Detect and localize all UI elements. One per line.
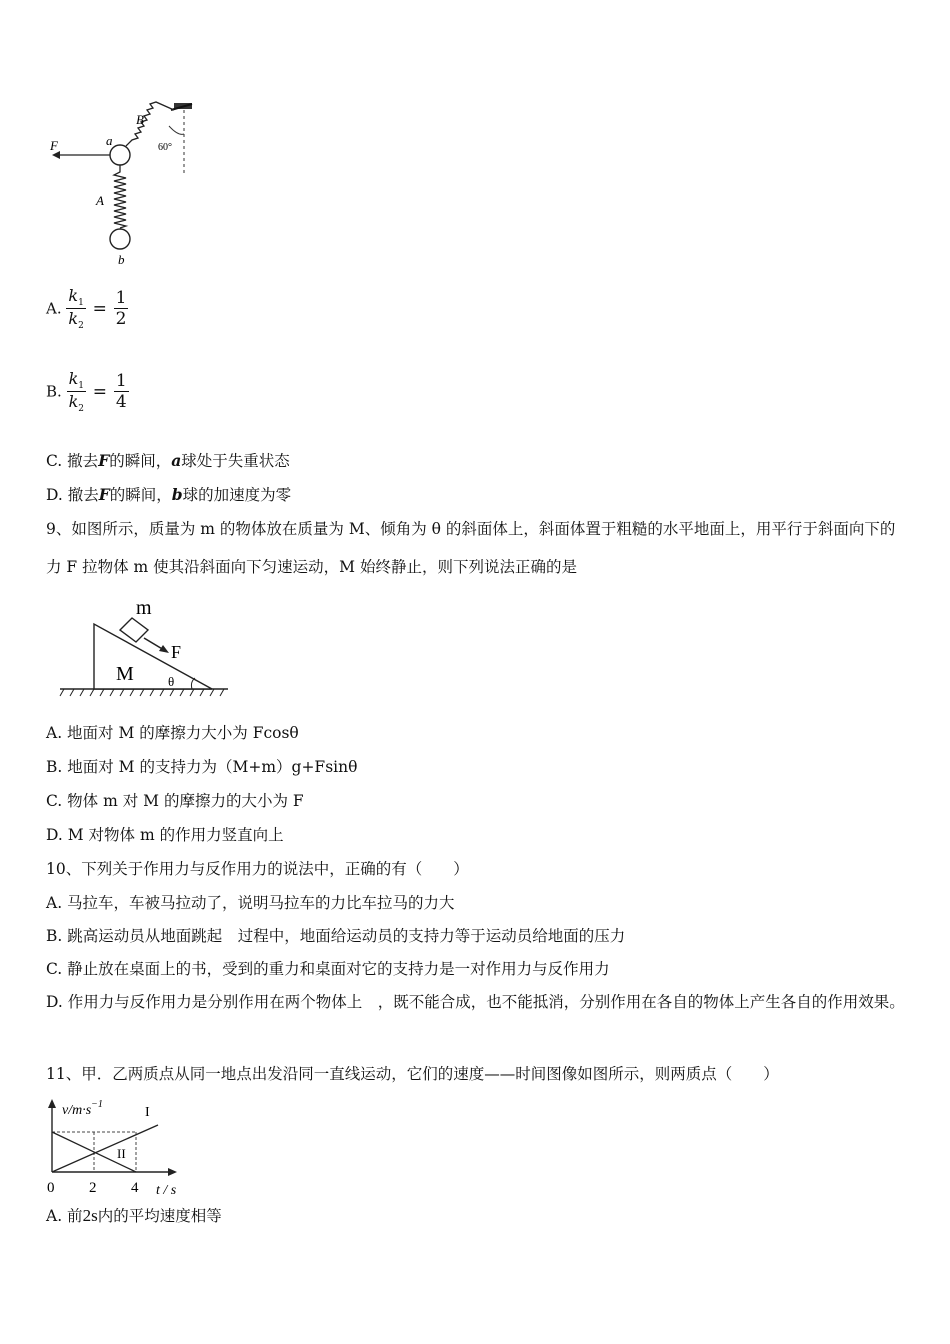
spring-b bbox=[126, 102, 174, 146]
tick-4: 4 bbox=[131, 1180, 139, 1196]
q11-option-a[interactable]: A. 前2s内的平均速度相等 bbox=[46, 1206, 222, 1225]
ball-a bbox=[110, 145, 130, 165]
q11-stem: 11、甲．乙两质点从同一地点出发沿同一直线运动，它们的速度——时间图像如图所示，则两质点（ ） bbox=[46, 1065, 779, 1083]
label-b: b bbox=[118, 252, 125, 267]
spring-a bbox=[114, 165, 126, 228]
tick-2: 2 bbox=[89, 1180, 97, 1196]
q9-option-c[interactable]: C. 物体 m 对 M 的摩擦力的大小为 F bbox=[46, 792, 304, 810]
label-m: m bbox=[136, 597, 152, 619]
ground-hatching bbox=[60, 689, 224, 696]
label-F: F bbox=[171, 642, 182, 662]
label-spring-a: A bbox=[96, 193, 104, 208]
y-axis-arrow bbox=[48, 1099, 56, 1108]
equals-sign: = bbox=[92, 298, 107, 319]
label-theta: θ bbox=[168, 674, 175, 689]
fraction-k1-k2: $\frac{k_1}{k_2}$ bbox=[68, 369, 85, 415]
q10-option-c[interactable]: C. 静止放在桌面上的书，受到的重力和桌面对它的支持力是一对作用力与反作用力 bbox=[46, 960, 610, 978]
x-axis-arrow bbox=[168, 1168, 177, 1176]
option-label: B. bbox=[46, 382, 62, 401]
label-f: F bbox=[50, 138, 58, 153]
q9-option-a[interactable]: A. 地面对 M 的摩擦力大小为 Fcosθ bbox=[46, 724, 299, 742]
fraction-value: $\frac{1}{2}$ bbox=[115, 288, 127, 330]
x-axis-label: t / s bbox=[156, 1183, 177, 1198]
label-line-I: I bbox=[145, 1105, 150, 1120]
spring-system-figure bbox=[44, 100, 204, 270]
fraction-value: $\frac{1}{4}$ bbox=[115, 371, 127, 413]
q10-option-a[interactable]: A. 马拉车，车被马拉动了，说明马拉车的力比车拉马的力大 bbox=[46, 894, 455, 912]
label-a: a bbox=[106, 133, 113, 148]
velocity-time-graph bbox=[40, 1094, 200, 1202]
q10-option-d[interactable]: D. 作用力与反作用力是分别作用在两个物体上 ，既不能合成，也不能抵消，分别作用在各自的物体上产生各自的作用效果。 bbox=[46, 993, 905, 1011]
fraction-k1-k2: $\frac{k_1}{k_2}$ bbox=[68, 286, 84, 332]
ceiling-mount bbox=[171, 103, 192, 110]
q8-option-d[interactable]: D. 撤去F的瞬间，b球的加速度为零 bbox=[46, 485, 292, 504]
q9-option-d[interactable]: D. M 对物体 m 的作用力竖直向上 bbox=[46, 826, 284, 844]
force-arrow-f bbox=[144, 638, 169, 653]
q10-stem: 10、下列关于作用力与反作用力的说法中，正确的有（ ） bbox=[46, 860, 469, 878]
equals-sign: = bbox=[92, 381, 108, 402]
q9-option-b[interactable]: B. 地面对 M 的支持力为（M+m）g+Fsinθ bbox=[46, 758, 358, 776]
tick-0: 0 bbox=[47, 1180, 55, 1196]
label-angle: 60° bbox=[158, 142, 172, 153]
y-axis-label: $v/m\cdot s^{-1}$ bbox=[62, 1099, 103, 1118]
q9-stem: 9、如图所示，质量为 m 的物体放在质量为 M、倾角为 θ 的斜面体上，斜面体置于粗糙的水平地面上，用平行于斜面向下的力 F 拉物体 m 使其沿斜面向下匀速运动，M 始终静止，则下列说法正确的是 bbox=[46, 520, 896, 576]
label-M: M bbox=[116, 663, 134, 685]
q10-option-b[interactable]: B. 跳高运动员从地面跳起 过程中，地面给运动员的支持力等于运动员给地面的压力 bbox=[46, 927, 626, 945]
incline-figure bbox=[56, 594, 232, 704]
q8-option-c[interactable]: C. 撤去F的瞬间，a球处于失重状态 bbox=[46, 451, 290, 470]
force-arrow-f bbox=[52, 151, 110, 159]
ball-b bbox=[110, 229, 130, 249]
angle-arc bbox=[169, 126, 184, 134]
q8-option-b[interactable] bbox=[46, 369, 129, 414]
label-spring-b: B bbox=[136, 112, 144, 127]
q8-option-a[interactable] bbox=[46, 286, 128, 331]
option-label: A. bbox=[46, 299, 62, 318]
label-line-II: II bbox=[117, 1146, 126, 1161]
